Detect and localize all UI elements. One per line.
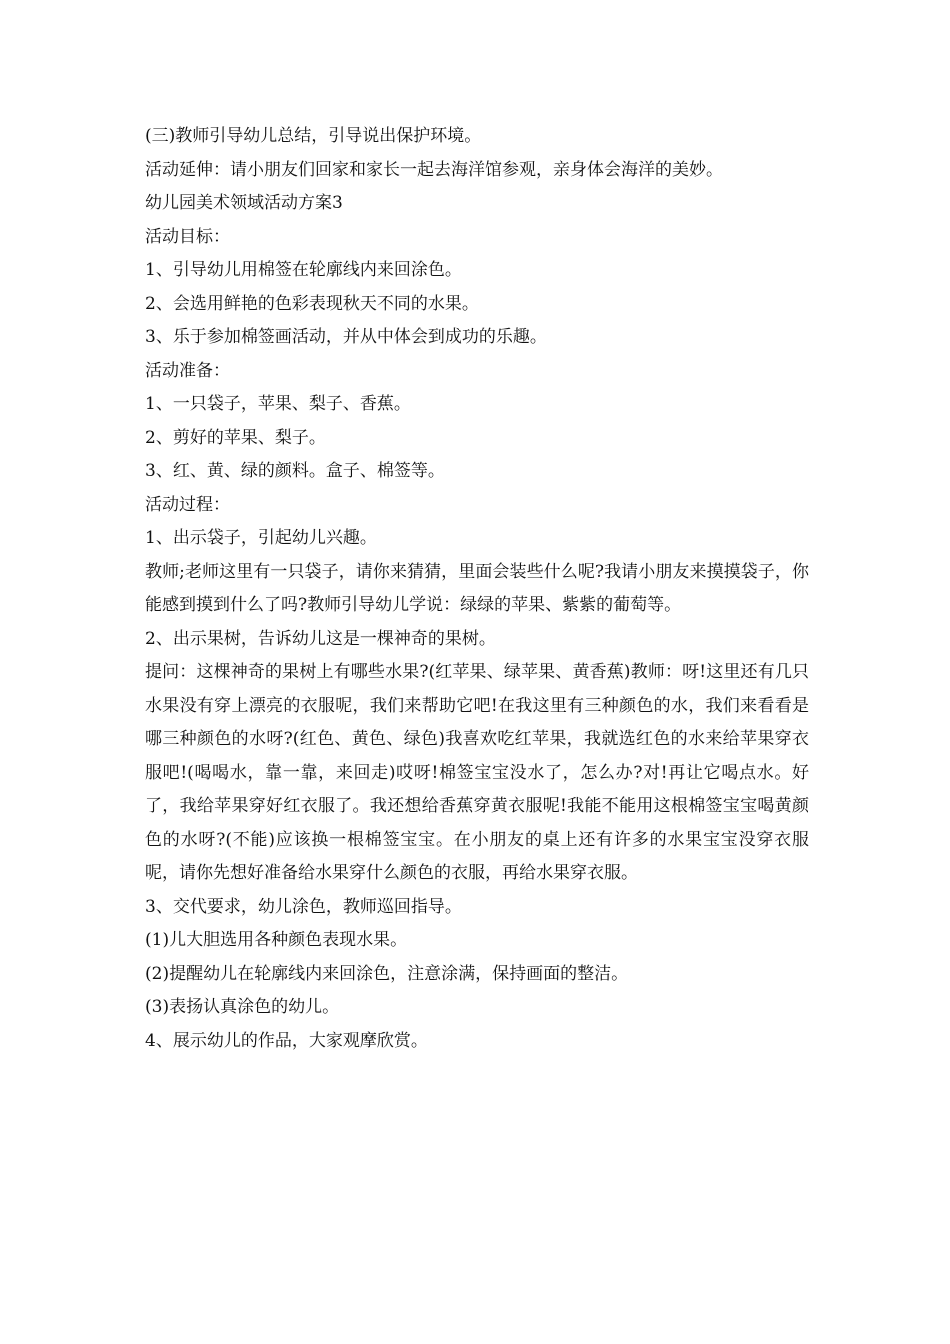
prep-item-1: 1、一只袋子，苹果、梨子、香蕉。 <box>145 394 411 414</box>
process-step-1: 1、出示袋子，引起幼儿兴趣。 <box>145 528 377 548</box>
process-step-3: 3、交代要求，幼儿涂色，教师巡回指导。 <box>145 896 462 917</box>
heading-preparation: 活动准备： <box>145 360 230 381</box>
section-title: 幼儿园美术领域活动方案3 <box>145 193 343 213</box>
process-step-2-detail: 提问：这棵神奇的果树上有哪些水果?(红苹果、绿苹果、黄香蕉)教师：呀!这里还有几只水果没有穿上漂亮的衣服呢，我们来帮助它吧!在我这里有三种颜色的水，我们来看看是哪三种颜色的水呀?(红色、黄色、绿色)我喜欢吃红苹果，我就选红色的水来给苹果穿衣服吧!(喝喝水，靠一靠，来回走)哎呀!棉签宝宝没水了，怎么办?对!再让它喝点水。好了，我给苹果穿好红衣服了。我还想给香蕉穿黄衣服呢!我能不能用这根棉签宝宝喝黄颜色的水呀?(不能)应该换一根棉签宝宝。在小朋友的桌上还有许多的水果宝宝没穿衣服呢，请你先想好准备给水果穿什么颜色的衣服，再给水果穿衣服。 <box>145 662 809 883</box>
goal-item-1: 1、引导幼儿用棉签在轮廓线内来回涂色。 <box>145 260 462 280</box>
prep-item-2: 2、剪好的苹果、梨子。 <box>145 427 326 448</box>
heading-process: 活动过程： <box>145 494 230 515</box>
prep-item-3: 3、红、黄、绿的颜料。盒子、棉签等。 <box>145 461 445 481</box>
process-step-3-sub-3: (3)表扬认真涂色的幼儿。 <box>145 997 340 1017</box>
process-step-4: 4、展示幼儿的作品，大家观摩欣赏。 <box>145 1030 428 1051</box>
goal-item-2: 2、会选用鲜艳的色彩表现秋天不同的水果。 <box>145 293 479 314</box>
goal-item-3: 3、乐于参加棉签画活动，并从中体会到成功的乐趣。 <box>145 327 547 347</box>
heading-goals: 活动目标： <box>145 226 230 247</box>
paragraph-extension: 活动延伸：请小朋友们回家和家长一起去海洋馆参观，亲身体会海洋的美妙。 <box>145 159 723 180</box>
process-step-3-sub-1: (1)儿大胆选用各种颜色表现水果。 <box>145 930 408 950</box>
process-step-3-sub-2: (2)提醒幼儿在轮廓线内来回涂色，注意涂满，保持画面的整洁。 <box>145 963 629 984</box>
paragraph-summary: (三)教师引导幼儿总结，引导说出保护环境。 <box>145 126 482 146</box>
process-step-1-detail: 教师;老师这里有一只袋子，请你来猜猜，里面会装些什么呢?我请小朋友来摸摸袋子，你能感到摸到什么了吗?教师引导幼儿学说：绿绿的苹果、紫紫的葡萄等。 <box>145 561 809 615</box>
process-step-2: 2、出示果树，告诉幼儿这是一棵神奇的果树。 <box>145 628 496 649</box>
document-page <box>145 120 809 1058</box>
